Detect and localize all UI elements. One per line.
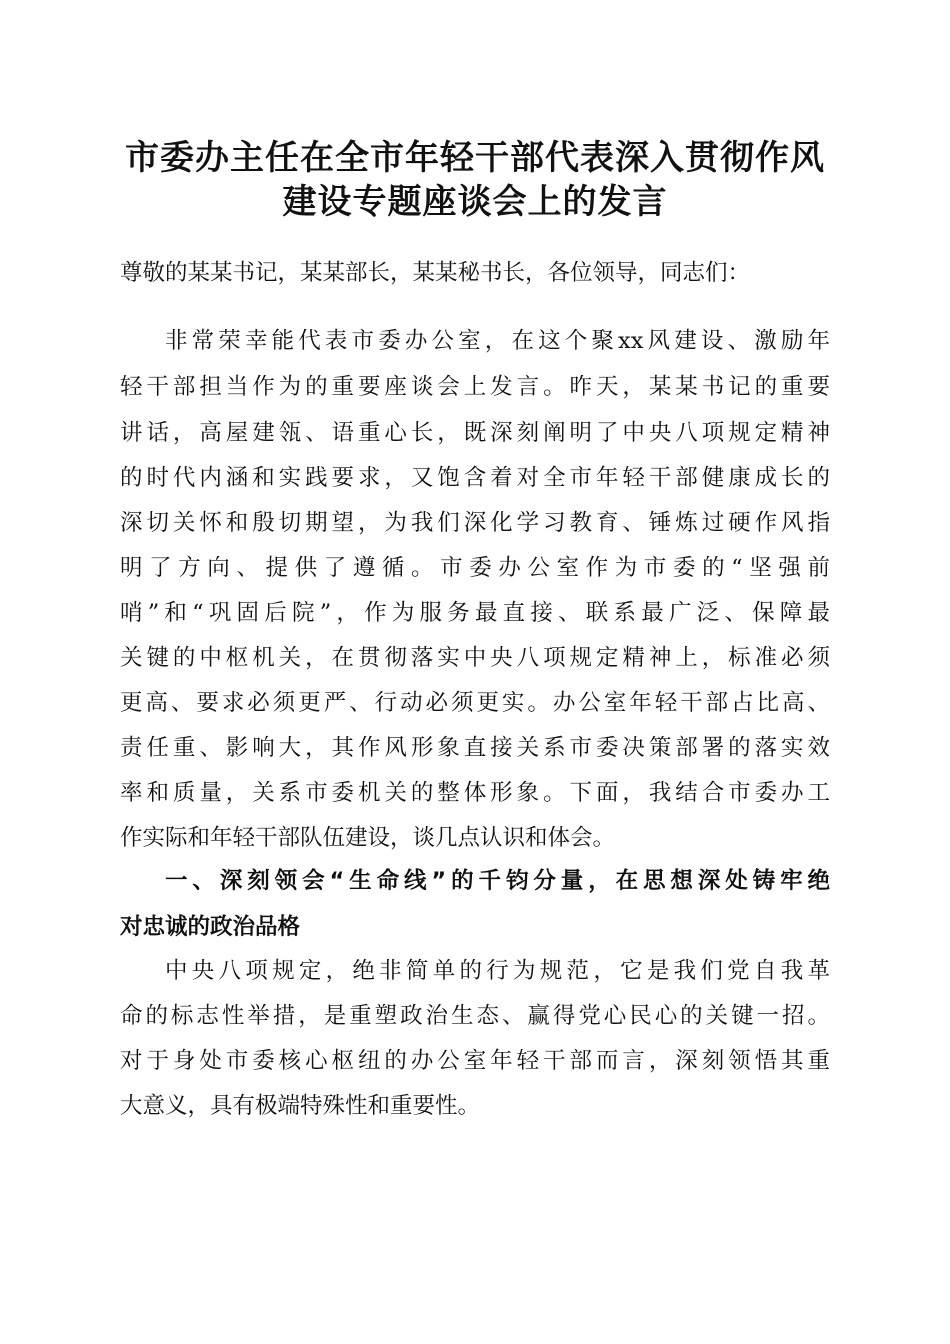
paragraph1-line: 明了方向、提供了遵循。市委办公室作为市委的“坚强前: [120, 555, 830, 581]
paragraph1-line: 轻干部担当作为的重要座谈会上发言。昨天，某某书记的重要: [120, 374, 830, 400]
paragraph1-line: 哨”和“巩固后院”，作为服务最直接、联系最广泛、保障最: [120, 600, 830, 626]
paragraph1-line: 非常荣幸能代表市委办公室，在这个聚xx风建设、激励年: [165, 328, 830, 354]
paragraph2-line: 中央八项规定，绝非简单的行为规范，它是我们党自我革: [165, 958, 830, 984]
paragraph1-line: 讲话，高屋建瓴、语重心长，既深刻阐明了中央八项规定精神: [120, 420, 830, 446]
paragraph1-line: 的时代内涵和实践要求，又饱含着对全市年轻干部健康成长的: [120, 465, 830, 491]
paragraph1-line: 关键的中枢机关，在贯彻落实中央八项规定精神上，标准必须: [120, 645, 830, 671]
paragraph1-line: 更高、要求必须更严、行动必须更实。办公室年轻干部占比高、: [120, 690, 830, 716]
paragraph2-line: 命的标志性举措，是重塑政治生态、赢得党心民心的关键一招。: [120, 1003, 830, 1029]
section-heading-line: 一、深刻领会“生命线”的千钧分量，在思想深处铸牢绝: [165, 868, 830, 894]
paragraph2-line: 对于身处市委核心枢纽的办公室年轻干部而言，深刻领悟其重: [120, 1048, 830, 1074]
document-title-line-2: 建设专题座谈会上的发言: [282, 182, 668, 222]
document-title-line-1: 市委办主任在全市年轻干部代表深入贯彻作风: [125, 138, 825, 178]
paragraph1-line: 深切关怀和殷切期望，为我们深化学习教育、锤炼过硬作风指: [120, 510, 830, 536]
paragraph1-line: 责任重、影响大，其作风形象直接关系市委决策部署的落实效: [120, 735, 830, 761]
paragraph2-line: 大意义，具有极端特殊性和重要性。: [120, 1093, 481, 1119]
salutation: 尊敬的某某书记，某某部长，某某秘书长，各位领导，同志们：: [120, 260, 751, 286]
paragraph1-line: 作实际和年轻干部队伍建设，谈几点认识和体会。: [120, 825, 616, 851]
paragraph1-line: 率和质量，关系市委机关的整体形象。下面，我结合市委办工: [120, 780, 830, 806]
section-heading-line: 对忠诚的政治品格: [120, 914, 301, 940]
